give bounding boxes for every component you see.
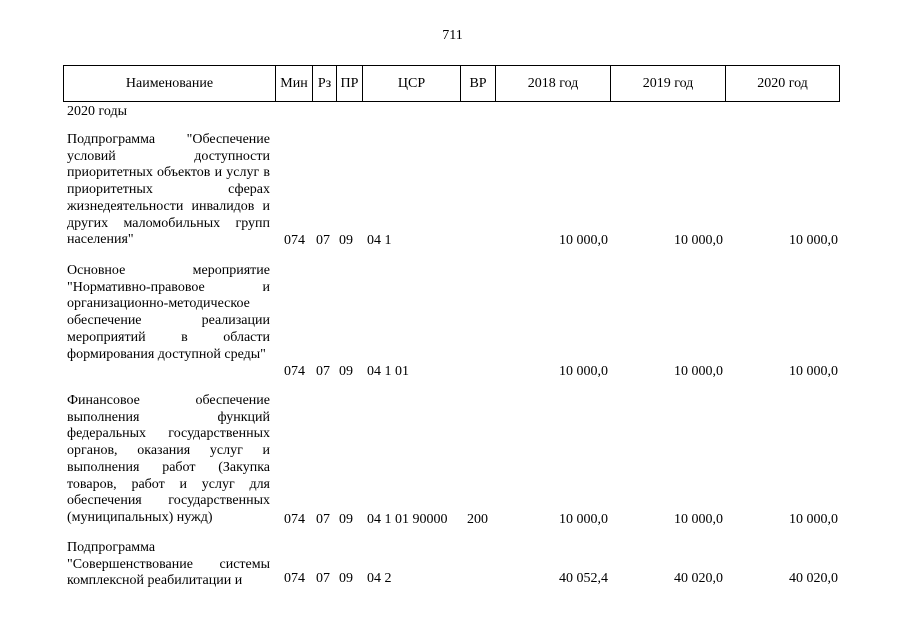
header-2018: 2018 год bbox=[496, 66, 611, 101]
header-2019: 2019 год bbox=[611, 66, 726, 101]
row-2020: 10 000,0 bbox=[789, 364, 838, 379]
row-min: 074 bbox=[284, 512, 305, 527]
continuation-text: 2020 годы bbox=[67, 104, 128, 119]
table-header bbox=[63, 65, 840, 102]
row-min: 074 bbox=[284, 571, 305, 586]
header-min: Мин bbox=[276, 66, 313, 101]
row-name: Подпрограмма "Обеспечение условий доступности приоритетных объектов и услуг в приоритетных сферах жизнедеятельности инвалидов и других маломобильных групп населения" bbox=[67, 132, 270, 248]
row-2018: 10 000,0 bbox=[559, 233, 608, 248]
row-rz: 07 bbox=[316, 571, 330, 586]
row-csr: 04 2 bbox=[367, 571, 392, 586]
row-csr: 04 1 bbox=[367, 233, 392, 248]
row-2018: 40 052,4 bbox=[559, 571, 608, 586]
row-pr: 09 bbox=[339, 512, 353, 527]
row-pr: 09 bbox=[339, 571, 353, 586]
row-csr: 04 1 01 bbox=[367, 364, 409, 379]
row-2020: 10 000,0 bbox=[789, 233, 838, 248]
row-2019: 10 000,0 bbox=[674, 364, 723, 379]
row-name: Финансовое обеспечение выполнения функций федеральных государственных органов, оказания услуг и выполнения работ (Закупка товаров, работ и услуг для обеспечения государственных (муниципальных) нужд) bbox=[67, 393, 270, 525]
row-pr: 09 bbox=[339, 233, 353, 248]
row-2019: 10 000,0 bbox=[674, 233, 723, 248]
row-min: 074 bbox=[284, 233, 305, 248]
header-2020: 2020 год bbox=[757, 76, 808, 91]
row-vr: 200 bbox=[467, 512, 488, 527]
page-number: 711 bbox=[442, 28, 463, 43]
row-2020: 10 000,0 bbox=[789, 512, 838, 527]
row-pr: 09 bbox=[339, 364, 353, 379]
row-name: Подпрограмма "Совершенствование системы комплексной реабилитации и bbox=[67, 540, 270, 589]
header-pr: ПР bbox=[337, 66, 363, 101]
header-vr: ВР bbox=[461, 66, 496, 101]
row-2018: 10 000,0 bbox=[559, 364, 608, 379]
header-csr: ЦСР bbox=[363, 66, 461, 101]
row-2019: 40 020,0 bbox=[674, 571, 723, 586]
row-name: Основное мероприятие "Нормативно-правовое и организационно-методическое обеспечение реализации мероприятий в области формирования доступной среды" bbox=[67, 263, 270, 362]
row-rz: 07 bbox=[316, 364, 330, 379]
row-min: 074 bbox=[284, 364, 305, 379]
header-rz: Рз bbox=[313, 66, 337, 101]
row-csr: 04 1 01 90000 bbox=[367, 512, 448, 527]
row-2018: 10 000,0 bbox=[559, 512, 608, 527]
row-rz: 07 bbox=[316, 512, 330, 527]
row-2019: 10 000,0 bbox=[674, 512, 723, 527]
header-name: Наименование bbox=[64, 66, 276, 101]
row-rz: 07 bbox=[316, 233, 330, 248]
row-2020: 40 020,0 bbox=[789, 571, 838, 586]
